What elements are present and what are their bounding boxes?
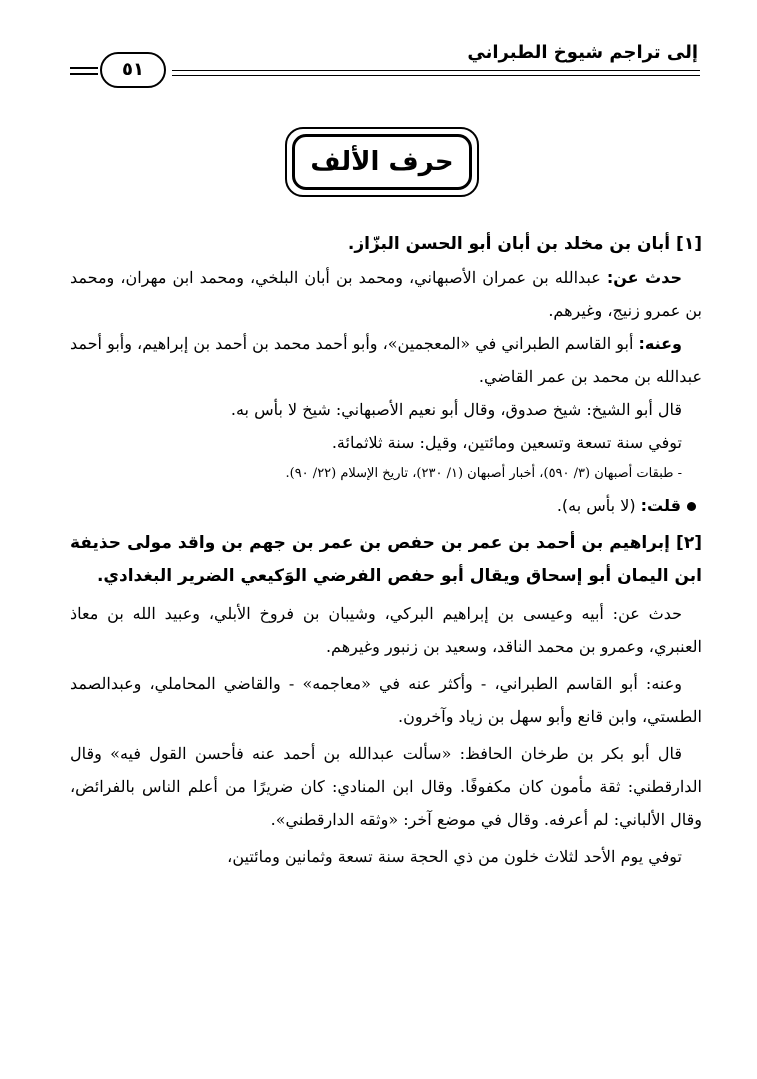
students-text: أبو القاسم الطبراني في «المعجمين»، وأبو أحمد محمد بن أحمد بن إبراهيم، وأبو أحمد عبدالله بن محمد بن عمر القاضي.: [70, 334, 702, 386]
header-left-rule: [70, 67, 98, 69]
header-left-rule: [70, 73, 98, 75]
note-text: (لا بأس به).: [556, 496, 641, 515]
header-rule: [172, 70, 700, 71]
opinions: قال أبو بكر بن طرخان الحافظ: «سألت عبدالله بن أحمد عنه فأحسن القول فيه» وقال الدارقطني: ثقة مأمون كان مكفوفًا. وقال ابن المنادي: كان ضريرًا من أعلم الناس بالفرائض، وقال الألباني: لم أعرفه. وقال في موضع آخر: «وثقه الدارقطني».: [70, 744, 702, 829]
note-label: قلت:: [640, 496, 681, 515]
section-heading: حرف الألف: [292, 134, 472, 190]
entry-title: [١] أبان بن مخلد بن أبان أبو الحسن البزّاز.: [347, 234, 702, 254]
narrated-from: [70, 261, 702, 327]
narrated-from-text: عبدالله بن عمران الأصبهاني، ومحمد بن أبان البلخي، ومحمد ابن مهران، ومحمد بن عمرو زنيج، وغيرهم.: [70, 268, 702, 320]
students: [70, 327, 702, 393]
students: وعنه: أبو القاسم الطبراني، - وأكثر عنه في «معاجمه» - والقاضي المحاملي، وعبدالصمد الطستي، وابن قانع وأبو سهل بن زياد وآخرون.: [70, 674, 702, 726]
section-heading-box: [285, 127, 479, 197]
narrated-from: حدث عن: أبيه وعيسى بن إبراهيم البركي، وشيبان بن فروخ الأبلي، وعبيد الله بن معاذ العنبري، وعمرو بن محمد الناقد، وسعيد بن زنبور وغيرهم.: [70, 604, 702, 656]
running-header: [70, 40, 700, 90]
entry-title: [٢] إبراهيم بن أحمد بن عمر بن حفص بن عمر بن جهم بن واقد مولى حذيفة ابن اليمان أبو إسحاق ويقال أبو حفص الفرضي الوَكيعي الضرير البغدادي.: [70, 533, 702, 586]
opinion: قال أبو الشيخ: شيخ صدوق، وقال أبو نعيم الأصبهاني: شيخ لا بأس به.: [230, 400, 682, 419]
death-date: توفي يوم الأحد لثلاث خلون من ذي الحجة سنة تسعة وثمانين ومائتين،: [227, 847, 682, 866]
page-number: ٥١: [100, 52, 166, 88]
running-title: إلى تراجم شيوخ الطبراني: [467, 42, 698, 63]
sources: - طبقات أصبهان (٣/ ٥٩٠)، أخبار أصبهان (١/ ٢٣٠)، تاريخ الإسلام (٢٢/ ٩٠).: [285, 466, 682, 481]
narrated-from-label: حدث عن:: [606, 268, 682, 287]
death-date: توفي سنة تسعة وتسعين ومائتين، وقيل: سنة ثلاثمائة.: [331, 433, 682, 452]
students-label: وعنه:: [638, 334, 682, 353]
header-rule: [172, 75, 700, 76]
bullet-icon: [687, 502, 696, 511]
page-body: [70, 228, 702, 873]
author-note: [70, 489, 702, 523]
